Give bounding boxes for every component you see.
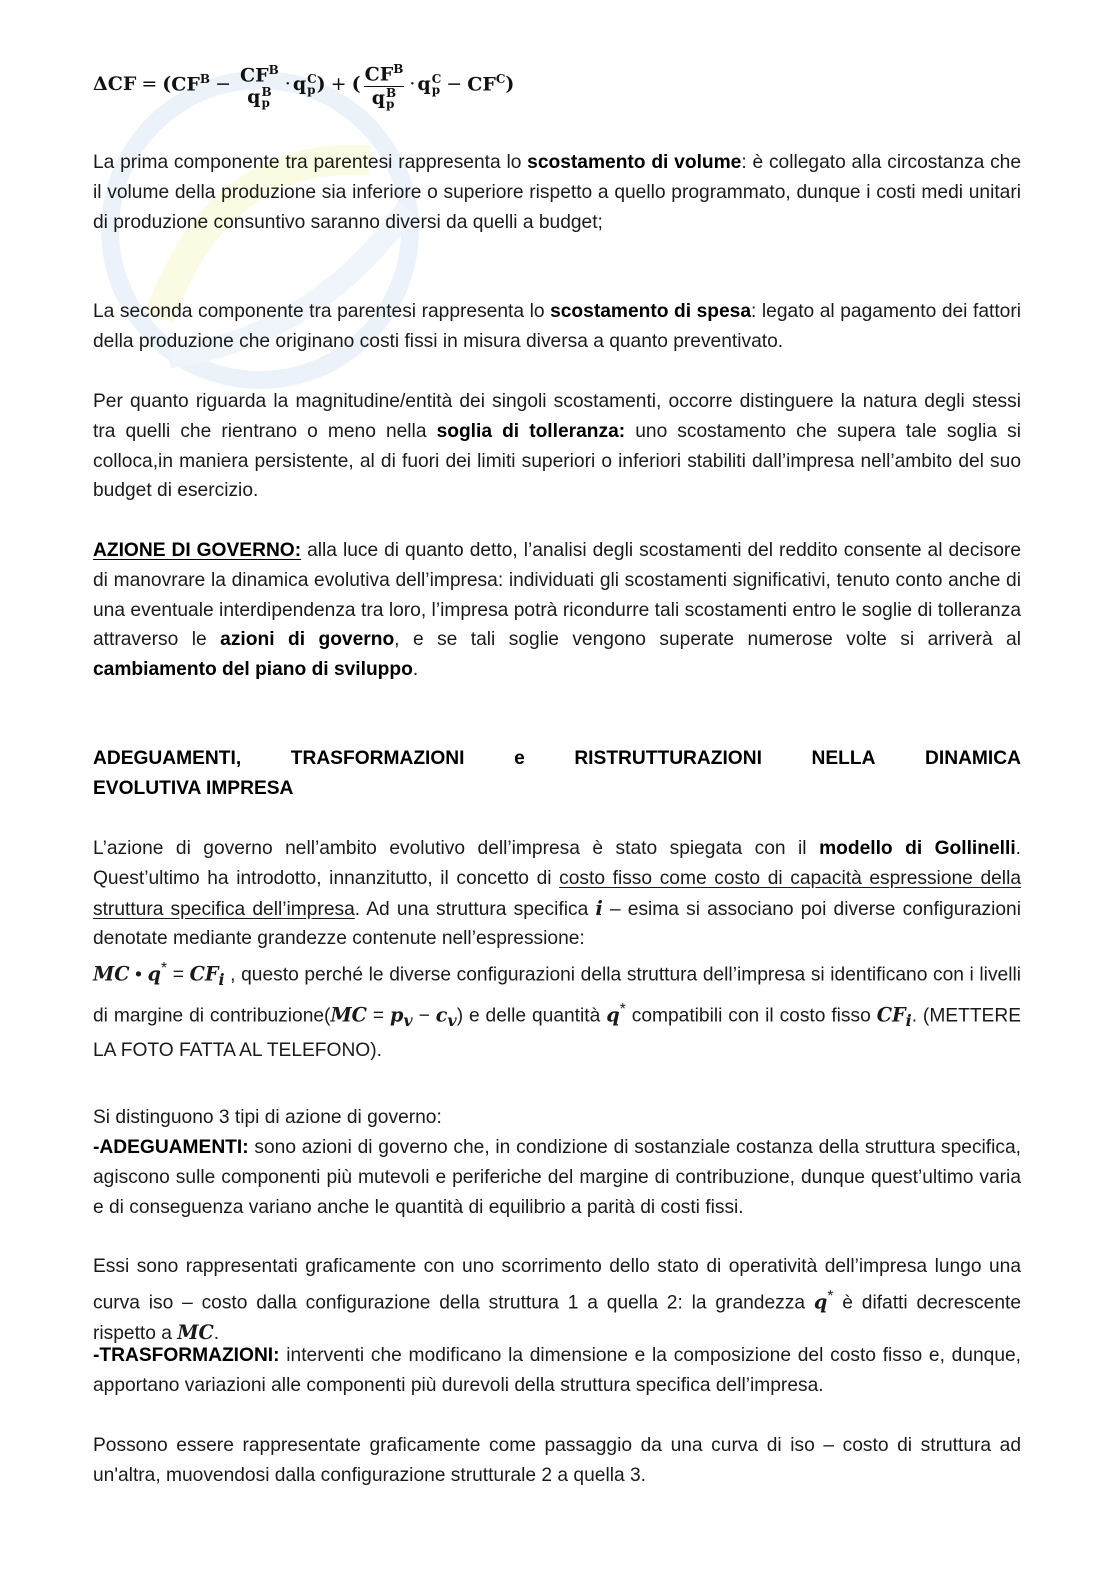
term-governance-actions: azioni di governo [220,629,395,651]
formula-equals: = [141,73,158,95]
formula-fraction-1: $CF^B$ q B p [239,62,279,111]
underlined-fixed-cost: costo fisso come costo di capacità espressione della [559,867,1021,889]
paragraph-tolerance-threshold: Per quanto riguarda la magnitudine/entità dei singoli scostamenti, occorre distinguere la natura degli stessi tra quelli che rientrano o meno nella soglia di tolleranza: uno scostamento che supera tale soglia si colloca,in maniera persistente, al di fuori dei limiti superiori o inferiori stabiliti dall’impresa nell’ambito del suo budget di esercizio. [93,391,1021,502]
term-transformations: -TRASFORMAZIONI: [93,1345,280,1366]
paragraph-gollinelli-model: L’azione di governo nell’ambito evolutivo dell’impresa è stato spiegata con il modello di Gollinelli. Quest’ultimo ha introdotto, innanzitutto, il concetto di costo fisso come costo di capacità espressione della struttura specifica dell’impresa. Ad una struttura specifica i – esima si associano poi diverse configurazioni denotate mediante grandezze contenute nell’espressione: MC • $q^* = CF_i$ , questo perché le diverse configurazioni della struttura dell’impresa si identificano con i livelli di margine di contribuzione(MC = $p_v - c_v$) e delle quantità q* compatibili con il costo fisso $CF_i$. (METTERE LA FOTO FATTA AL TELEFONO). [93,838,1021,1062]
paragraph-transformations: -TRASFORMAZIONI: interventi che modificano la dimensione e la composizione del costo fisso e, dunque, apportano variazioni alle componenti più durevoli della struttura specifica dell’impresa. [93,1345,1021,1396]
paragraph-transformations-graph: Possono essere rappresentate graficamente come passaggio da una curva di iso – costo di struttura ad un'altra, muovendosi dalla configurazione strutturale 2 a quella 3. [93,1435,1021,1486]
formula-paren: ) [316,73,326,95]
formula-minus: − [446,73,463,95]
paragraph-three-types: Si distinguono 3 tipi di azione di governo: [93,1107,442,1128]
formula-q-p-c: q C p [417,71,442,97]
term-volume-variance: scostamento di volume [527,152,742,173]
term-adjustments: -ADEGUAMENTI: [93,1137,249,1158]
formula-paren: ( [351,73,361,95]
term-development-plan-change: cambiamento del piano di sviluppo [93,659,413,681]
formula-plus: + [330,73,347,95]
paragraph-volume-variance: La prima componente tra parentesi rappresenta lo scostamento di volume: è collegato alla circostanza che il volume della produzione sia inferiore o superiore rispetto a quello programmato, dunque i costi medi unitari di produzione consuntivo saranno diversi da quelli a budget; [93,152,1022,233]
term-governance-action: AZIONE DI GOVERNO: [93,540,302,561]
formula-cf-c: $CF^C$ [467,72,506,96]
paragraph-adjustments-graph: Essi sono rappresentati graficamente con uno scorrimento dello stato di operatività dell’impresa lungo una curva iso – costo dalla configurazione della struttura 1 a quella 2: la grandezza q* è difatti decrescente rispetto a MC. [93,1256,1021,1344]
formula-delta-cf: ΔCF [93,73,137,95]
term-gollinelli-model: modello di Gollinelli [819,838,1016,859]
formula-dot: · [409,73,416,95]
formula-q-p-c: q C p [292,71,317,97]
underlined-specific-structure: struttura specifica dell’impresa [93,898,355,920]
paragraph-governance-action: AZIONE DI GOVERNO: alla luce di quanto detto, l’analisi degli scostamenti del reddito consente al decisore di manovrare la dinamica evolutiva dell’impresa: individuati gli scostamenti significativi, tenuto conto anche di una eventuale interdipendenza tra loro, l’impresa potrà ricondurre tali scostamenti entro le soglie di tolleranza attraverso le azioni di governo, e se tali soglie vengono superate numerose volte si arriverà al cambiamento del piano di sviluppo. [93,540,1021,681]
formula-paren: ( [162,73,172,95]
term-spending-variance: scostamento di spesa [550,301,752,322]
formula-cf-b: $CF^B$ [171,72,211,96]
paragraph-spending-variance: La seconda componente tra parentesi rappresenta lo scostamento di spesa: legato al pagamento dei fattori della produzione che originano costi fissi in misura diversa a quanto preventivato. [93,301,1021,352]
variance-formula [93,52,514,116]
term-tolerance-threshold: soglia di tolleranza: [436,420,626,442]
section-heading: ADEGUAMENTI, TRASFORMAZIONI e RISTRUTTURAZIONI NELLA DINAMICA EVOLUTIVA IMPRESA [93,748,1021,799]
formula-dot: · [284,73,291,95]
formula-paren: ) [505,73,515,95]
formula-minus: − [215,73,231,95]
paragraph-adjustments: -ADEGUAMENTI: sono azioni di governo che, in condizione di sostanziale costanza della struttura specifica, agiscono sulle componenti più mutevoli e periferiche del margine di contribuzione, dunque quest’ultimo varia e di conseguenza variano anche le quantità di equilibrio a parità di costi fissi. [93,1137,1021,1218]
formula-fraction-2: $CF^B$ q B p [364,58,405,109]
